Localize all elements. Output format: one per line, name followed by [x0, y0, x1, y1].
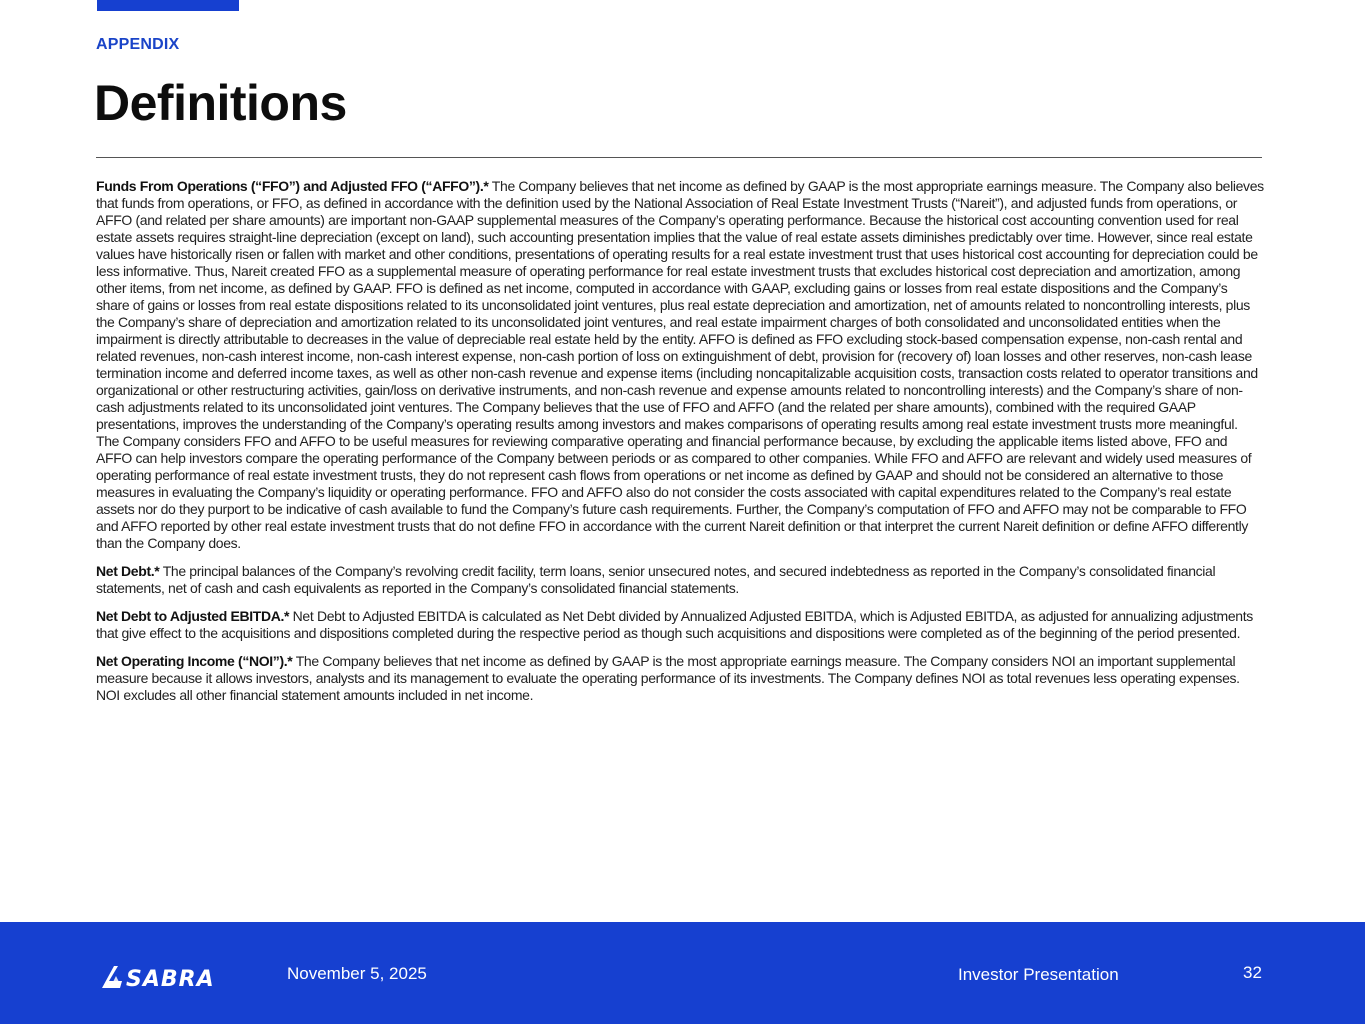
- definition-term: Net Debt to Adjusted EBITDA.*: [96, 608, 290, 624]
- definition-ffo: [96, 178, 1264, 552]
- definition-text: The Company believes that net income as defined by GAAP is the most appropriate earnings measure. The Company considers NOI an important supplemental measure because it allows investors, analysts and its management to evaluate the operating performance of its investments. The Company defines NOI as total revenues less operating expenses. NOI excludes all other financial statement amounts included in net income.: [96, 653, 1240, 703]
- definition-net-debt: [96, 563, 1264, 597]
- definition-text: The Company believes that net income as defined by GAAP is the most appropriate earnings measure. The Company also believes that funds from operations, or FFO, as defined in accordance with the definition used by the National Association of Real Estate Investment Trusts (“Nareit”), and adjusted funds from operations, or AFFO (and related per share amounts) are important non-GAAP supplemental measures of the Company’s operating performance. Because the historical cost accounting convention used for real estate assets requires straight-line depreciation (except on land), such accounting presentation implies that the value of real estate assets diminishes predictably over time. However, since real estate values have historically risen or fallen with market and other conditions, presentations of operating results for a real estate investment trust that uses historical cost accounting for depreciation could be less informative. Thus, Nareit created FFO as a supplemental measure of operating performance for real estate investment trusts that excludes historical cost depreciation and amortization, among other items, from net income, as defined by GAAP. FFO is defined as net income, computed in accordance with GAAP, excluding gains or losses from real estate dispositions and the Company’s share of gains or losses from real estate dispositions related to its unconsolidated joint ventures, plus real estate depreciation and amortization, net of amounts related to noncontrolling interests, plus the Company’s share of depreciation and amortization related to its unconsolidated joint ventures, and real estate impairment charges of both consolidated and unconsolidated entities when the impairment is directly attributable to decreases in the value of depreciable real estate held by the entity. AFFO is defined as FFO excluding stock-based compensation expense, non-cash rental and related revenues, non-cash interest income, non-cash interest expense, non-cash portion of loss on extinguishment of debt, provision for (recovery of) loan losses and other reserves, non-cash lease termination income and deferred income taxes, as well as other non-cash revenue and expense items (including noncapitalizable acquisition costs, transaction costs related to operator transitions and organizational or other restructuring activities, gain/loss on derivative instruments, and non-cash revenue and expense amounts related to noncontrolling interests) and the Company’s share of non-cash adjustments related to its unconsolidated joint ventures. The Company believes that the use of FFO and AFFO (and the related per share amounts), combined with the required GAAP presentations, improves the understanding of the Company’s operating results among investors and makes comparisons of operating results among real estate investment trusts more meaningful. The Company considers FFO and AFFO to be useful measures for reviewing comparative operating and financial performance because, by excluding the applicable items listed above, FFO and AFFO can help investors compare the operating performance of the Company between periods or as compared to other companies. While FFO and AFFO are relevant and widely used measures of operating performance of real estate investment trusts, they do not represent cash flows from operations or net income as defined by GAAP and should not be considered an alternative to those measures in evaluating the Company’s liquidity or operating performance. FFO and AFFO also do not consider the costs associated with capital expenditures related to the Company’s real estate assets nor do they purport to be indicative of cash available to fund the Company’s future cash requirements. Further, the Company’s computation of FFO and AFFO may not be comparable to FFO and AFFO reported by other real estate investment trusts that do not define FFO in accordance with the current Nareit definition or that interpret the current Nareit definition or define AFFO differently than the Company does.: [96, 178, 1264, 551]
- top-accent-bar: [97, 0, 239, 11]
- title-divider: [96, 157, 1262, 158]
- definition-text: Net Debt to Adjusted EBITDA is calculated as Net Debt divided by Annualized Adjusted EBITDA, which is Adjusted EBITDA, as adjusted for annualizing adjustments that give effect to the acquisitions and dispositions completed during the respective period as though such acquisitions and dispositions were completed as of the beginning of the period presented.: [96, 608, 1253, 641]
- definitions-list: [96, 178, 1264, 715]
- section-label: APPENDIX: [96, 36, 180, 53]
- logo-wordmark: SABRA: [126, 967, 215, 991]
- definition-net-debt-to-ebitda: [96, 608, 1264, 642]
- definition-term: Net Debt.*: [96, 563, 160, 579]
- footer-presentation-name: Investor Presentation: [958, 965, 1119, 984]
- sabra-logo: [100, 961, 240, 991]
- definition-text: The principal balances of the Company’s revolving credit facility, term loans, senior unsecured notes, and secured indebtedness as reported in the Company’s consolidated financial statements, net of cash and cash equivalents as reported in the Company’s consolidated financial statements.: [96, 563, 1216, 596]
- definition-term: Net Operating Income (“NOI”).*: [96, 653, 293, 669]
- definition-term: Funds From Operations (“FFO”) and Adjusted FFO (“AFFO”).*: [96, 178, 489, 194]
- page-number: 32: [1243, 963, 1262, 982]
- footer-date: November 5, 2025: [287, 964, 427, 983]
- page-title: Definitions: [94, 75, 347, 131]
- definition-noi: [96, 653, 1264, 704]
